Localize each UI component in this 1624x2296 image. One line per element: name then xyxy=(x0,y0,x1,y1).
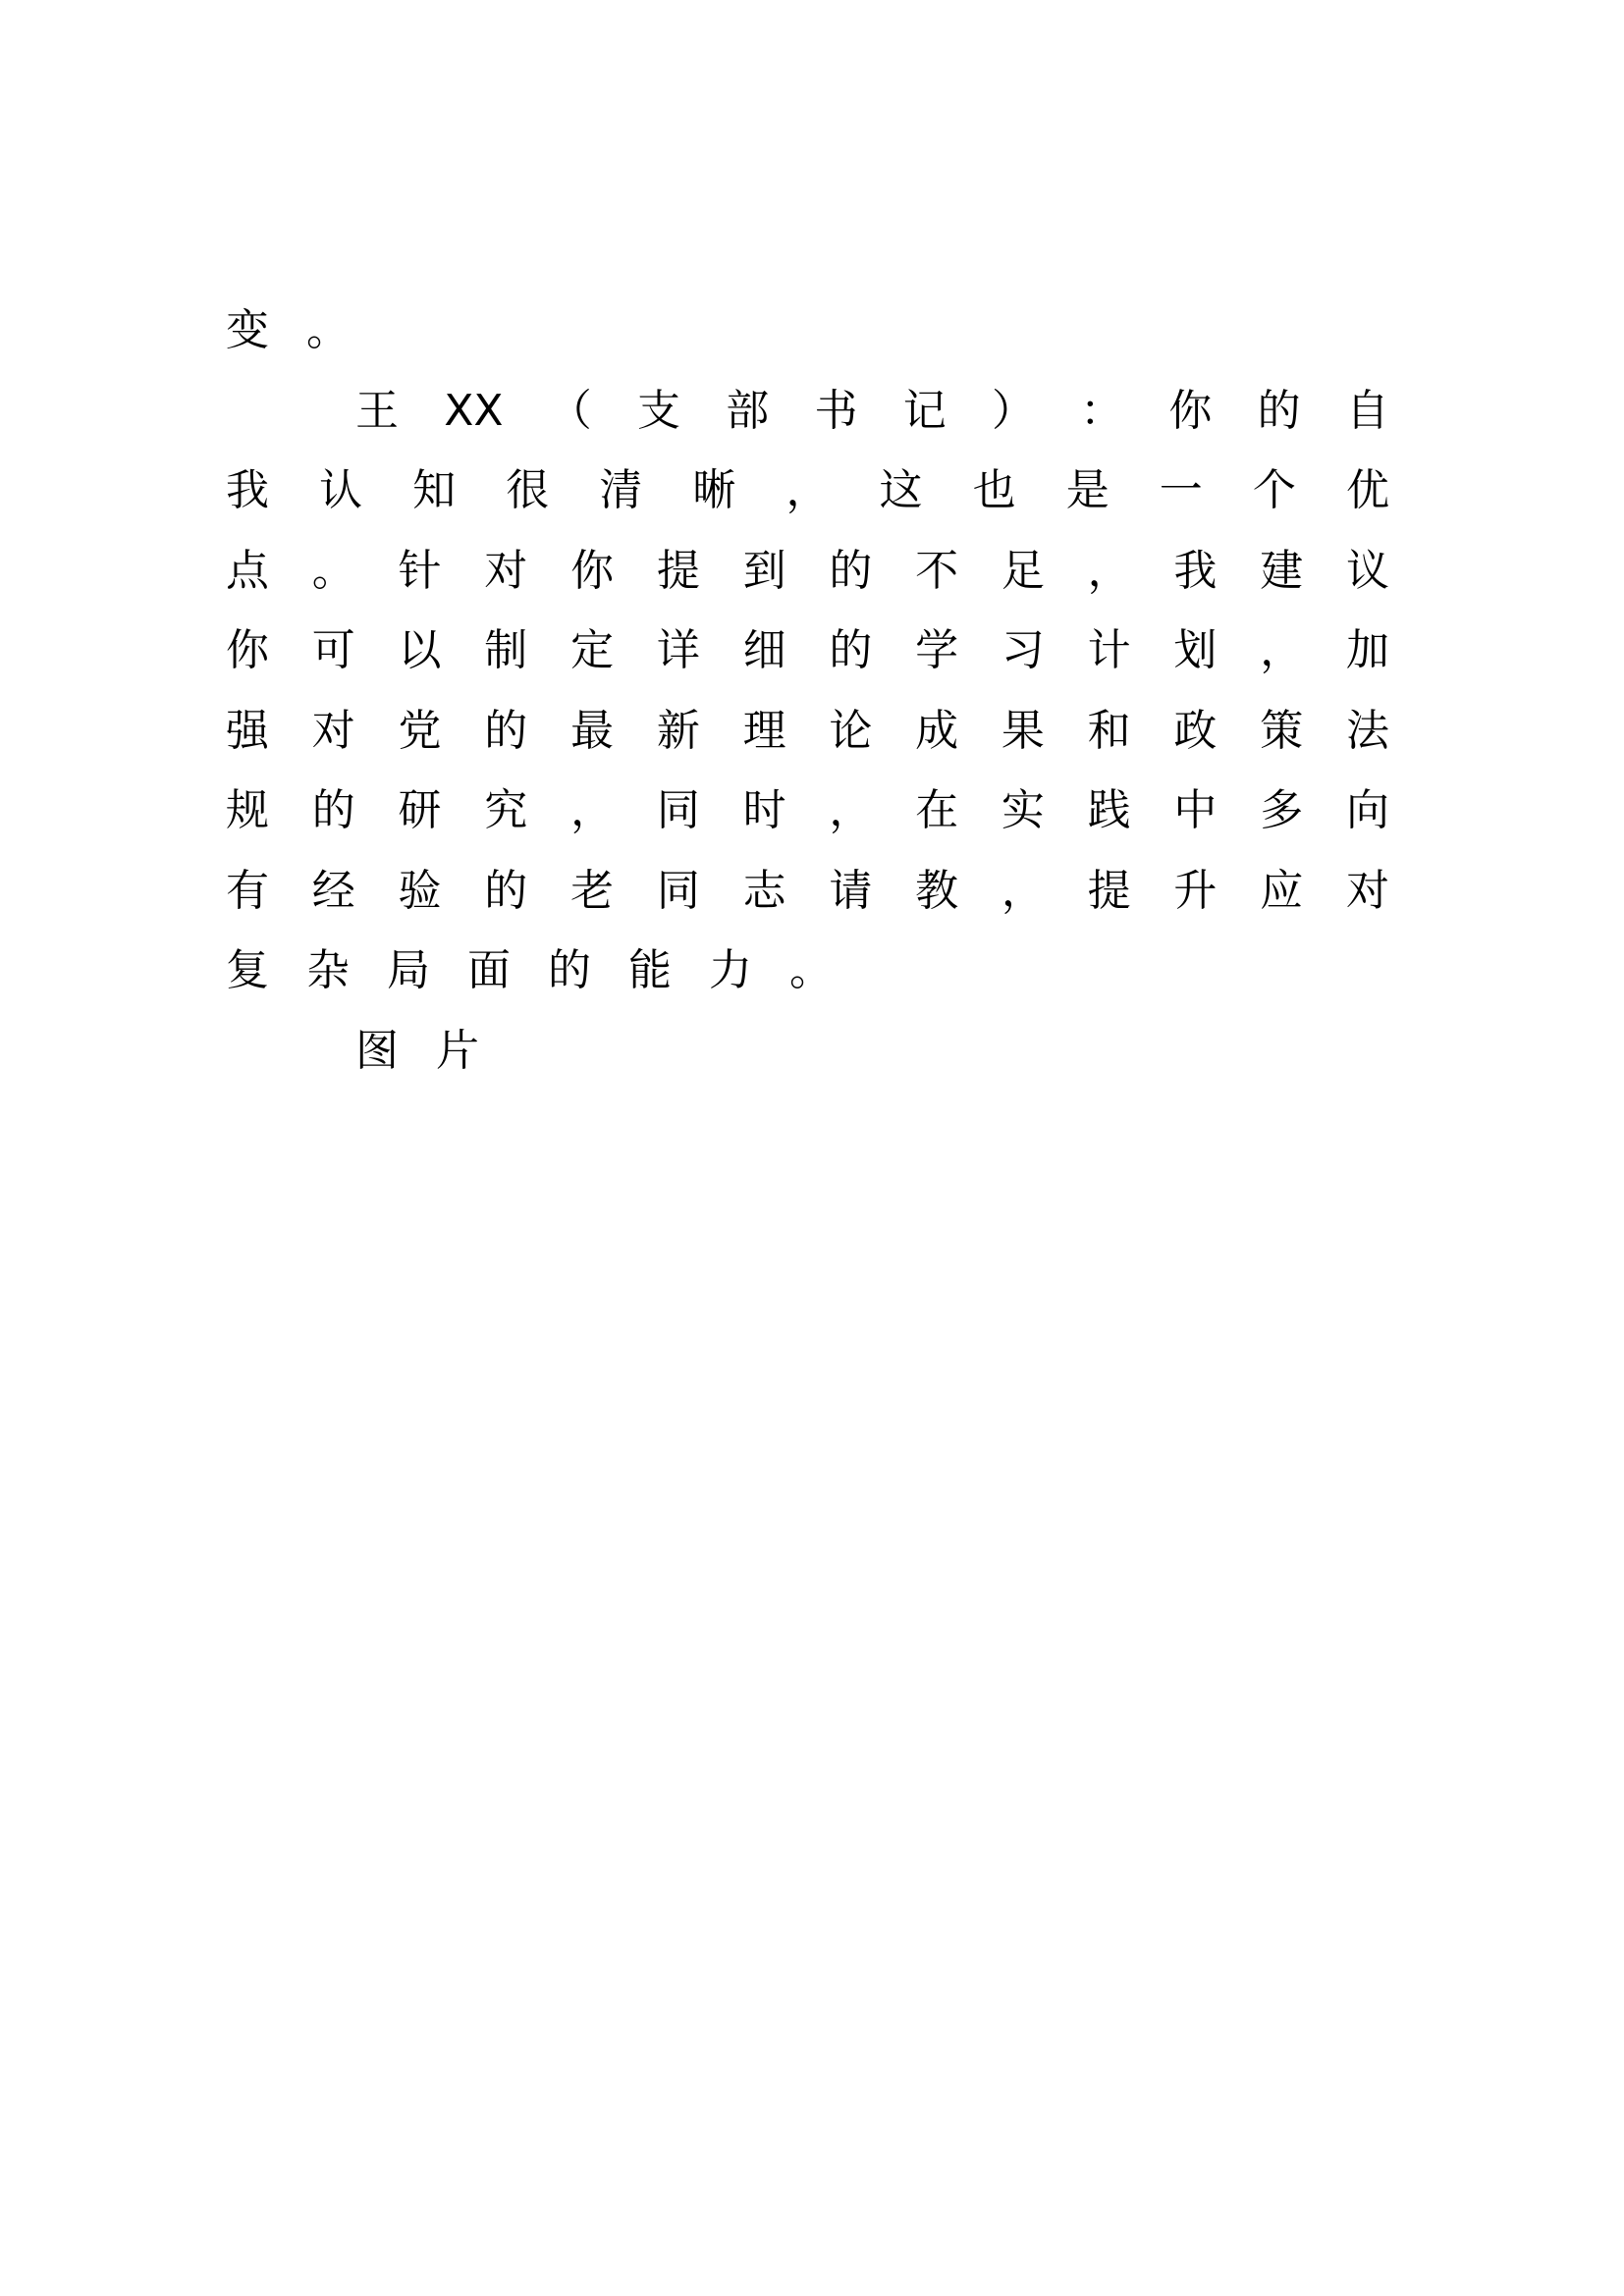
glyph: 对 xyxy=(484,545,528,596)
glyph: 你 xyxy=(226,625,269,675)
glyph: 提 xyxy=(656,545,700,596)
glyph: 复 xyxy=(226,945,269,995)
glyph: 。 xyxy=(306,305,350,355)
line-glyphs xyxy=(226,1011,1389,1092)
glyph: 践 xyxy=(1087,785,1131,835)
glyph: 图 xyxy=(355,1025,399,1076)
glyph: 有 xyxy=(226,865,269,916)
glyph: 优 xyxy=(1345,465,1389,515)
glyph: ： xyxy=(1080,385,1124,436)
glyph: 王 xyxy=(355,385,399,436)
glyph: 力 xyxy=(709,945,752,995)
glyph: 经 xyxy=(311,865,355,916)
glyph: ， xyxy=(785,465,830,515)
glyph: 志 xyxy=(742,865,786,916)
text-line xyxy=(226,691,1389,772)
text-line xyxy=(226,1011,1389,1092)
glyph: 老 xyxy=(570,865,615,916)
glyph: 记 xyxy=(902,385,947,436)
glyph: ， xyxy=(1260,625,1304,675)
glyph: 究 xyxy=(484,785,528,835)
line-glyphs xyxy=(226,451,1389,531)
text-line xyxy=(226,851,1389,932)
glyph: 这 xyxy=(879,465,923,515)
glyph: 党 xyxy=(398,705,442,756)
glyph: 你 xyxy=(570,545,615,596)
glyph: 制 xyxy=(484,625,528,675)
glyph: 细 xyxy=(742,625,786,675)
glyph: ， xyxy=(1001,865,1045,916)
glyph: 最 xyxy=(570,705,615,756)
glyph: 我 xyxy=(226,465,269,515)
glyph: 以 xyxy=(398,625,442,675)
glyph: 新 xyxy=(656,705,700,756)
glyph: 杂 xyxy=(306,945,350,995)
glyph: 规 xyxy=(226,785,269,835)
glyph: 习 xyxy=(1001,625,1045,675)
glyph: 变 xyxy=(226,305,269,355)
glyph: 的 xyxy=(829,545,873,596)
glyph: 升 xyxy=(1173,865,1218,916)
glyph: 应 xyxy=(1260,865,1304,916)
text-line xyxy=(226,371,1389,452)
glyph: 和 xyxy=(1087,705,1131,756)
glyph: 认 xyxy=(319,465,363,515)
glyph: 学 xyxy=(915,625,959,675)
text-line xyxy=(226,931,1389,1011)
glyph: 针 xyxy=(398,545,442,596)
glyph: XX xyxy=(444,385,504,436)
glyph: 划 xyxy=(1173,625,1218,675)
line-glyphs xyxy=(226,691,1389,772)
glyph: 加 xyxy=(1345,625,1389,675)
glyph: 的 xyxy=(548,945,591,995)
line-glyphs xyxy=(226,371,1389,452)
glyph: 你 xyxy=(1168,385,1213,436)
glyph: 部 xyxy=(726,385,770,436)
glyph: 。 xyxy=(311,545,355,596)
glyph: 定 xyxy=(570,625,615,675)
glyph: 中 xyxy=(1173,785,1218,835)
glyph: 果 xyxy=(1001,705,1045,756)
line-glyphs xyxy=(226,531,1389,612)
glyph: 知 xyxy=(412,465,457,515)
glyph: 很 xyxy=(506,465,550,515)
glyph: 验 xyxy=(398,865,442,916)
line-glyphs xyxy=(226,771,1389,851)
glyph: 多 xyxy=(1260,785,1304,835)
glyph: 片 xyxy=(436,1025,479,1076)
glyph: ， xyxy=(570,785,615,835)
glyph: 的 xyxy=(484,705,528,756)
glyph: 的 xyxy=(829,625,873,675)
glyph: 强 xyxy=(226,705,269,756)
glyph: 也 xyxy=(972,465,1016,515)
glyph: ） xyxy=(991,385,1035,436)
line-glyphs xyxy=(226,291,1389,371)
glyph: 详 xyxy=(656,625,700,675)
glyph: 建 xyxy=(1260,545,1304,596)
glyph: 的 xyxy=(311,785,355,835)
glyph: 清 xyxy=(599,465,643,515)
text-line xyxy=(226,771,1389,851)
glyph: 到 xyxy=(742,545,786,596)
glyph: 。 xyxy=(789,945,833,995)
glyph: 的 xyxy=(1257,385,1301,436)
glyph: （ xyxy=(548,385,592,436)
text-line xyxy=(226,611,1389,691)
glyph: 是 xyxy=(1065,465,1110,515)
glyph: 理 xyxy=(742,705,786,756)
glyph: 不 xyxy=(915,545,959,596)
glyph: 足 xyxy=(1001,545,1045,596)
glyph: 教 xyxy=(915,865,959,916)
glyph: 对 xyxy=(1345,865,1389,916)
glyph: 能 xyxy=(628,945,672,995)
glyph: ， xyxy=(1087,545,1131,596)
text-line xyxy=(226,531,1389,612)
document-body xyxy=(226,291,1389,1091)
glyph: 面 xyxy=(467,945,511,995)
glyph: 提 xyxy=(1087,865,1131,916)
glyph: 实 xyxy=(1001,785,1045,835)
line-glyphs xyxy=(226,851,1389,932)
glyph: 可 xyxy=(311,625,355,675)
glyph: 一 xyxy=(1159,465,1203,515)
glyph: 对 xyxy=(311,705,355,756)
glyph: 论 xyxy=(829,705,873,756)
glyph: 议 xyxy=(1345,545,1389,596)
glyph: 计 xyxy=(1087,625,1131,675)
glyph: 同 xyxy=(656,785,700,835)
text-line xyxy=(226,451,1389,531)
glyph: 自 xyxy=(1345,385,1389,436)
glyph: 我 xyxy=(1173,545,1218,596)
glyph: 的 xyxy=(484,865,528,916)
glyph: 时 xyxy=(742,785,786,835)
glyph: 点 xyxy=(226,545,269,596)
glyph: 在 xyxy=(915,785,959,835)
line-glyphs xyxy=(226,611,1389,691)
glyph: 晰 xyxy=(692,465,736,515)
glyph: 请 xyxy=(829,865,873,916)
glyph: 书 xyxy=(814,385,858,436)
glyph: 同 xyxy=(656,865,700,916)
glyph: 研 xyxy=(398,785,442,835)
glyph: 个 xyxy=(1252,465,1296,515)
text-line xyxy=(226,291,1389,371)
glyph: 局 xyxy=(387,945,430,995)
line-glyphs xyxy=(226,931,1389,1011)
glyph: 政 xyxy=(1173,705,1218,756)
glyph: 法 xyxy=(1345,705,1389,756)
glyph: 向 xyxy=(1345,785,1389,835)
glyph: ， xyxy=(829,785,873,835)
glyph: 成 xyxy=(915,705,959,756)
glyph: 策 xyxy=(1260,705,1304,756)
glyph: 支 xyxy=(637,385,680,436)
